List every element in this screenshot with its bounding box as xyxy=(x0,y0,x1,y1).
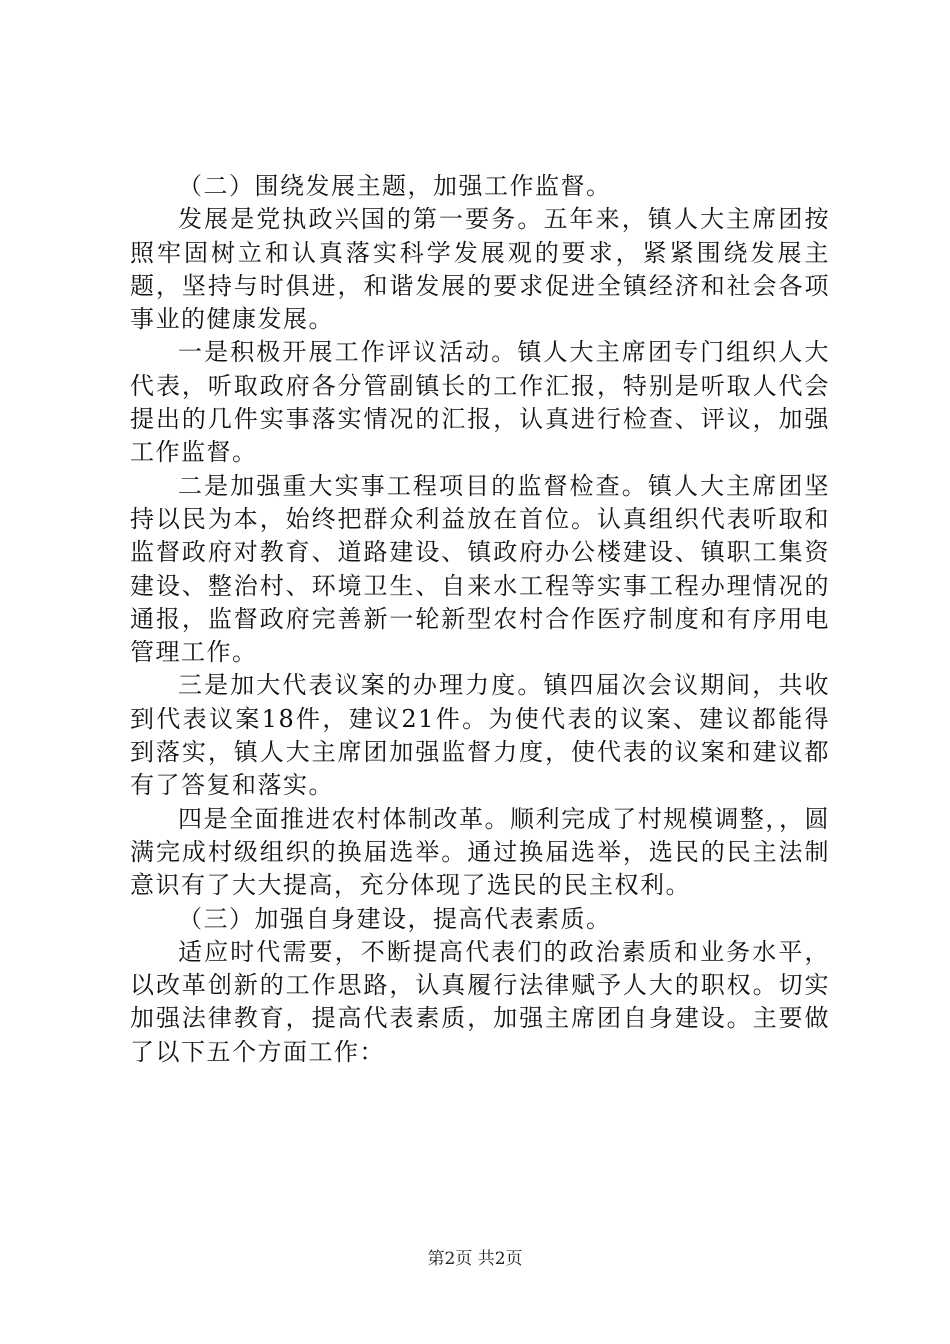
section-heading-2: （二）围绕发展主题，加强工作监督。 xyxy=(178,172,612,200)
paragraph-proposals: 三是加大代表议案的办理力度。镇四届次会议期间，共收到代表议案18件，建议21件。为使代表的议案、建议都能得到落实，镇人大主席团加强监督力度，使代表的议案和建议都有了答复和落实。 xyxy=(130,671,830,800)
paragraph-project-supervision: 二是加强重大实事工程项目的监督检查。镇人大主席团坚持以民为本，始终把群众利益放在首位。认真组织代表听取和监督政府对教育、道路建设、镇政府办公楼建设、镇职工集资建设、整治村、环境卫生、自来水工程等实事工程办理情况的通报，监督政府完善新一轮新型农村合作医疗制度和有序用电管理工作。 xyxy=(130,471,830,667)
section-heading-3: （三）加强自身建设，提高代表素质。 xyxy=(178,904,612,933)
paragraph-rural-reform: 四是全面推进农村体制改革。顺利完成了村规模调整，，圆满完成村级组织的换届选举。通过换届选举，选民的民主法制意识有了大大提高，充分体现了选民的民主权利。 xyxy=(130,804,830,900)
document-body xyxy=(130,170,830,1069)
paragraph-development: 发展是党执政兴国的第一要务。五年来，镇人大主席团按照牢固树立和认真落实科学发展观的要求，紧紧围绕发展主题，坚持与时俱进，和谐发展的要求促进全镇经济和社会各项事业的健康发展。 xyxy=(130,205,830,334)
paragraph-self-building: 适应时代需要，不断提高代表们的政治素质和业务水平，以改革创新的工作思路，认真履行法律赋予人大的职权。切实加强法律教育，提高代表素质，加强主席团自身建设。主要做了以下五个方面工作： xyxy=(130,937,830,1066)
paragraph-work-review: 一是积极开展工作评议活动。镇人大主席团专门组织人大代表，听取政府各分管副镇长的工作汇报，特别是听取人代会提出的几件实事落实情况的汇报，认真进行检查、评议，加强工作监督。 xyxy=(130,338,830,467)
page-number-footer: 第2页 共2页 xyxy=(427,1249,523,1269)
